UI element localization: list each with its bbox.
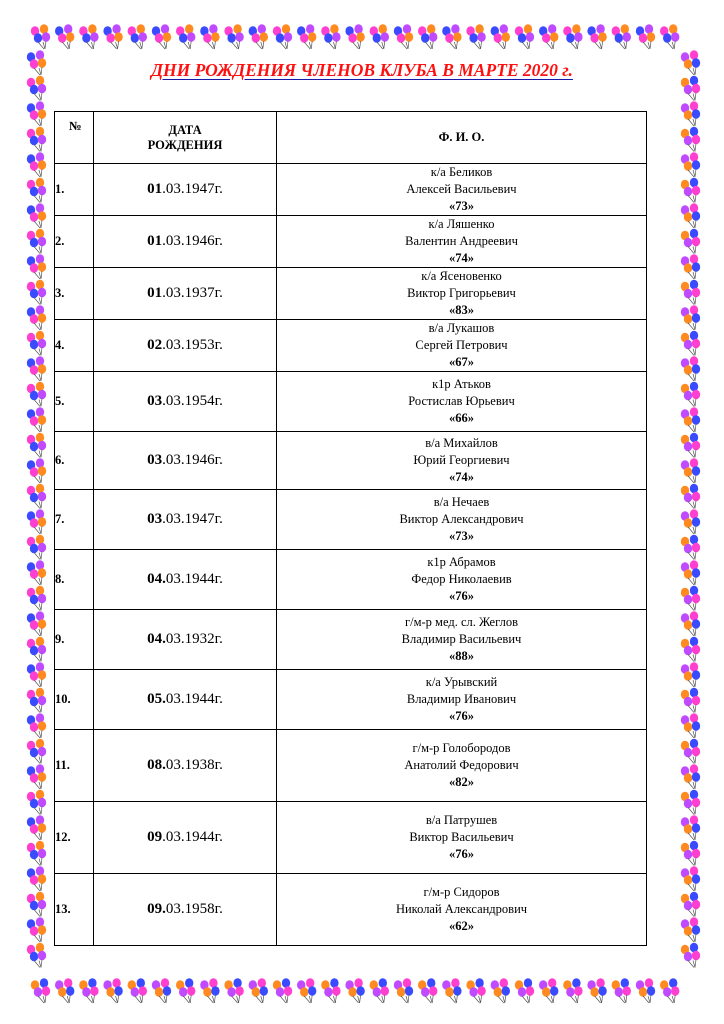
balloon-icon [681, 152, 700, 177]
row-number: 1. [55, 164, 94, 216]
balloon-icon [681, 713, 700, 738]
birth-date [94, 874, 277, 946]
row-number: 9. [55, 610, 94, 670]
balloon-icon [79, 978, 98, 1003]
birth-day: 05. [147, 691, 166, 707]
birth-month-year: 03.1938г. [165, 757, 223, 773]
balloon-icon [612, 978, 631, 1003]
member-info [277, 730, 647, 802]
birth-day: 03 [147, 452, 163, 468]
birth-month-year: .03.1954г. [162, 393, 223, 409]
row-number: 4. [55, 320, 94, 372]
balloon-icon [103, 24, 122, 49]
member-rank-surname: к/а Беликов [430, 165, 493, 179]
member-age: «82» [449, 775, 474, 789]
balloon-icon [297, 24, 316, 49]
balloon-icon [224, 24, 243, 49]
member-given-names: Владимир Васильевич [401, 632, 522, 646]
member-info [277, 164, 647, 216]
balloon-icon [27, 458, 46, 483]
header-full-name: Ф. И. О. [277, 112, 647, 164]
birth-month-year: .03.1946г. [162, 452, 223, 468]
balloon-icon [587, 978, 606, 1003]
member-info [277, 372, 647, 432]
member-info [277, 610, 647, 670]
member-age: «74» [449, 251, 474, 265]
balloon-icon [370, 978, 389, 1003]
balloon-icon [79, 24, 98, 49]
balloon-icon [563, 978, 582, 1003]
header-number: № [55, 112, 94, 164]
balloon-icon [681, 280, 700, 305]
birth-month-year: 03.1958г. [165, 901, 223, 917]
balloon-icon [442, 24, 461, 49]
balloon-icon [27, 76, 46, 101]
member-rank-surname: в/а Лукашов [428, 321, 495, 335]
balloon-icon [681, 637, 700, 662]
balloon-icon [27, 535, 46, 560]
balloon-icon [681, 433, 700, 458]
member-info [277, 490, 647, 550]
balloon-icon [681, 866, 700, 891]
birth-day: 04. [147, 571, 166, 587]
row-number: 3. [55, 268, 94, 320]
member-rank-surname: к/а Ясеновенко [421, 269, 502, 283]
balloon-icon [491, 978, 510, 1003]
birth-month-year: 03.1944г. [165, 691, 223, 707]
birth-day: 01 [147, 285, 163, 301]
balloon-icon [27, 943, 46, 968]
balloon-icon [681, 382, 700, 407]
row-number: 13. [55, 874, 94, 946]
balloon-icon [394, 24, 413, 49]
member-rank-surname: г/м-р мед. сл. Жеглов [405, 615, 518, 629]
header-date-line2: РОЖДЕНИЯ [147, 137, 223, 152]
balloon-icon [660, 24, 679, 49]
table-row [55, 216, 647, 268]
balloon-icon [681, 407, 700, 432]
member-age: «74» [449, 470, 474, 484]
balloon-icon [370, 24, 389, 49]
balloon-icon [152, 24, 171, 49]
balloon-icon [681, 892, 700, 917]
member-info [277, 874, 647, 946]
member-given-names: Сергей Петрович [415, 338, 508, 352]
balloon-icon [249, 978, 268, 1003]
birth-day: 04. [147, 631, 166, 647]
balloon-icon [681, 917, 700, 942]
member-given-names: Валентин Андреевич [405, 234, 518, 248]
balloon-icon [297, 978, 316, 1003]
balloon-icon [27, 152, 46, 177]
member-given-names: Алексей Васильевич [406, 182, 517, 196]
birth-day: 01 [147, 233, 163, 249]
balloon-icon [681, 229, 700, 254]
member-given-names: Юрий Георгиевич [413, 453, 510, 467]
balloon-icon [394, 978, 413, 1003]
balloon-icon [27, 866, 46, 891]
member-rank-surname: в/а Патрушев [425, 813, 498, 827]
birth-date [94, 268, 277, 320]
member-info [277, 550, 647, 610]
balloon-icon [612, 24, 631, 49]
balloon-icon [681, 484, 700, 509]
balloon-icon [27, 892, 46, 917]
member-age: «83» [449, 303, 474, 317]
table-row [55, 550, 647, 610]
birth-day: 08. [147, 757, 166, 773]
balloon-icon [27, 203, 46, 228]
balloon-icon [27, 229, 46, 254]
balloon-icon [128, 24, 147, 49]
balloon-icon [681, 739, 700, 764]
balloon-icon [681, 815, 700, 840]
birth-month-year: 03.1944г. [165, 571, 223, 587]
table-row [55, 610, 647, 670]
balloon-icon [681, 611, 700, 636]
balloon-icon [466, 978, 485, 1003]
balloon-icon [681, 509, 700, 534]
table-row [55, 730, 647, 802]
birth-date [94, 550, 277, 610]
balloon-icon [27, 127, 46, 152]
balloon-icon [224, 978, 243, 1003]
row-number: 12. [55, 802, 94, 874]
birth-month-year: 03.1932г. [165, 631, 223, 647]
balloon-icon [176, 24, 195, 49]
balloon-icon [27, 637, 46, 662]
member-rank-surname: к1р Абрамов [427, 555, 496, 569]
balloon-icon [681, 76, 700, 101]
member-info [277, 670, 647, 730]
balloon-icon [27, 178, 46, 203]
balloon-icon [418, 24, 437, 49]
balloon-icon [27, 764, 46, 789]
birth-date [94, 610, 277, 670]
balloon-icon [491, 24, 510, 49]
birth-month-year: .03.1947г. [162, 511, 223, 527]
member-age: «76» [449, 589, 474, 603]
member-given-names: Виктор Григорьевич [407, 286, 516, 300]
table-row [55, 268, 647, 320]
balloon-icon [515, 978, 534, 1003]
birth-month-year: .03.1946г. [162, 233, 223, 249]
balloon-icon [31, 24, 50, 49]
balloon-icon [681, 943, 700, 968]
birth-date [94, 320, 277, 372]
balloon-icon [128, 978, 147, 1003]
balloon-icon [418, 978, 437, 1003]
balloon-icon [27, 688, 46, 713]
table-row [55, 432, 647, 490]
page-title: ДНИ РОЖДЕНИЯ ЧЛЕНОВ КЛУБА В МАРТЕ 2020 г. [151, 60, 573, 80]
birth-day: 03 [147, 393, 163, 409]
balloon-icon [200, 978, 219, 1003]
balloon-icon [681, 356, 700, 381]
balloon-icon [27, 611, 46, 636]
balloon-icon [681, 458, 700, 483]
member-info [277, 320, 647, 372]
balloon-icon [31, 978, 50, 1003]
balloon-icon [681, 535, 700, 560]
member-given-names: Николай Александрович [395, 902, 528, 916]
balloon-icon [681, 790, 700, 815]
birth-date [94, 372, 277, 432]
balloon-icon [660, 978, 679, 1003]
table-row [55, 874, 647, 946]
table-row [55, 490, 647, 550]
balloon-icon [27, 586, 46, 611]
balloon-icon [539, 24, 558, 49]
balloon-icon [27, 484, 46, 509]
table-row [55, 670, 647, 730]
row-number: 11. [55, 730, 94, 802]
balloon-icon [27, 254, 46, 279]
member-rank-surname: в/а Михайлов [425, 436, 498, 450]
member-info [277, 432, 647, 490]
balloon-icon [539, 978, 558, 1003]
balloon-icon [27, 356, 46, 381]
row-number: 8. [55, 550, 94, 610]
member-given-names: Владимир Иванович [406, 692, 517, 706]
balloon-icon [681, 203, 700, 228]
member-age: «66» [449, 411, 474, 425]
balloon-icon [681, 50, 700, 75]
balloon-icon [681, 305, 700, 330]
balloon-icon [27, 331, 46, 356]
balloon-icon [681, 764, 700, 789]
birth-date [94, 432, 277, 490]
balloon-icon [27, 305, 46, 330]
birth-day: 09. [147, 901, 166, 917]
balloon-icon [27, 50, 46, 75]
member-rank-surname: к/а Урывский [425, 675, 498, 689]
balloon-icon [27, 509, 46, 534]
member-given-names: Анатолий Федорович [404, 758, 519, 772]
balloon-icon [103, 978, 122, 1003]
balloon-icon [681, 101, 700, 126]
table-header-row [55, 112, 647, 164]
balloon-icon [27, 790, 46, 815]
balloon-icon [681, 841, 700, 866]
birth-day: 03 [147, 511, 163, 527]
balloon-icon [27, 713, 46, 738]
member-given-names: Виктор Александрович [399, 512, 524, 526]
member-info [277, 268, 647, 320]
balloon-icon [681, 688, 700, 713]
member-age: «62» [449, 919, 474, 933]
member-age: «76» [449, 709, 474, 723]
balloon-icon [200, 24, 219, 49]
balloon-icon [466, 24, 485, 49]
table-row [55, 164, 647, 216]
member-rank-surname: г/м-р Сидоров [423, 885, 500, 899]
balloon-icon [27, 433, 46, 458]
member-rank-surname: г/м-р Голобородов [412, 741, 511, 755]
balloon-icon [681, 662, 700, 687]
balloon-icon [563, 24, 582, 49]
birth-day: 01 [147, 181, 163, 197]
balloon-icon [345, 24, 364, 49]
balloon-icon [27, 662, 46, 687]
birth-month-year: .03.1947г. [162, 181, 223, 197]
balloon-icon [681, 127, 700, 152]
balloon-icon [587, 24, 606, 49]
balloon-icon [681, 178, 700, 203]
balloon-icon [321, 24, 340, 49]
member-info [277, 802, 647, 874]
row-number: 2. [55, 216, 94, 268]
birth-month-year: .03.1953г. [162, 337, 223, 353]
birth-day: 09 [147, 829, 163, 845]
birth-day: 02 [147, 337, 163, 353]
table-row [55, 372, 647, 432]
row-number: 10. [55, 670, 94, 730]
balloon-icon [636, 978, 655, 1003]
header-birth-date [94, 112, 277, 164]
header-date-line1: ДАТА [168, 122, 202, 137]
birth-date [94, 802, 277, 874]
member-age: «73» [449, 199, 474, 213]
balloon-icon [321, 978, 340, 1003]
birth-date [94, 490, 277, 550]
balloon-icon [442, 978, 461, 1003]
balloon-icon [27, 382, 46, 407]
table-row [55, 320, 647, 372]
row-number: 5. [55, 372, 94, 432]
balloon-icon [27, 407, 46, 432]
member-given-names: Виктор Васильевич [409, 830, 514, 844]
balloon-icon [27, 815, 46, 840]
member-rank-surname: в/а Нечаев [433, 495, 490, 509]
balloon-icon [55, 978, 74, 1003]
balloon-icon [636, 24, 655, 49]
balloon-icon [681, 254, 700, 279]
balloon-icon [152, 978, 171, 1003]
balloon-icon [27, 101, 46, 126]
balloon-icon [249, 24, 268, 49]
birthdays-table [54, 111, 647, 946]
balloon-icon [27, 560, 46, 585]
table-row [55, 802, 647, 874]
balloon-icon [55, 24, 74, 49]
row-number: 6. [55, 432, 94, 490]
balloon-icon [27, 917, 46, 942]
birth-month-year: .03.1944г. [162, 829, 223, 845]
birth-date [94, 164, 277, 216]
balloon-icon [27, 841, 46, 866]
member-age: «67» [449, 355, 474, 369]
balloon-icon [515, 24, 534, 49]
member-rank-surname: к1р Атьков [432, 377, 491, 391]
member-age: «76» [449, 847, 474, 861]
balloon-icon [27, 739, 46, 764]
balloon-icon [345, 978, 364, 1003]
row-number: 7. [55, 490, 94, 550]
balloon-icon [681, 560, 700, 585]
balloon-icon [273, 24, 292, 49]
member-info [277, 216, 647, 268]
balloon-icon [681, 331, 700, 356]
balloon-icon [176, 978, 195, 1003]
balloon-icon [681, 586, 700, 611]
member-given-names: Ростислав Юрьевич [408, 394, 515, 408]
balloon-icon [273, 978, 292, 1003]
birth-date [94, 216, 277, 268]
member-rank-surname: к/а Ляшенко [428, 217, 495, 231]
member-age: «88» [449, 649, 474, 663]
birth-date [94, 730, 277, 802]
birth-month-year: .03.1937г. [162, 285, 223, 301]
balloon-icon [27, 280, 46, 305]
birth-date [94, 670, 277, 730]
member-age: «73» [449, 529, 474, 543]
member-given-names: Федор Николаевив [411, 572, 512, 586]
